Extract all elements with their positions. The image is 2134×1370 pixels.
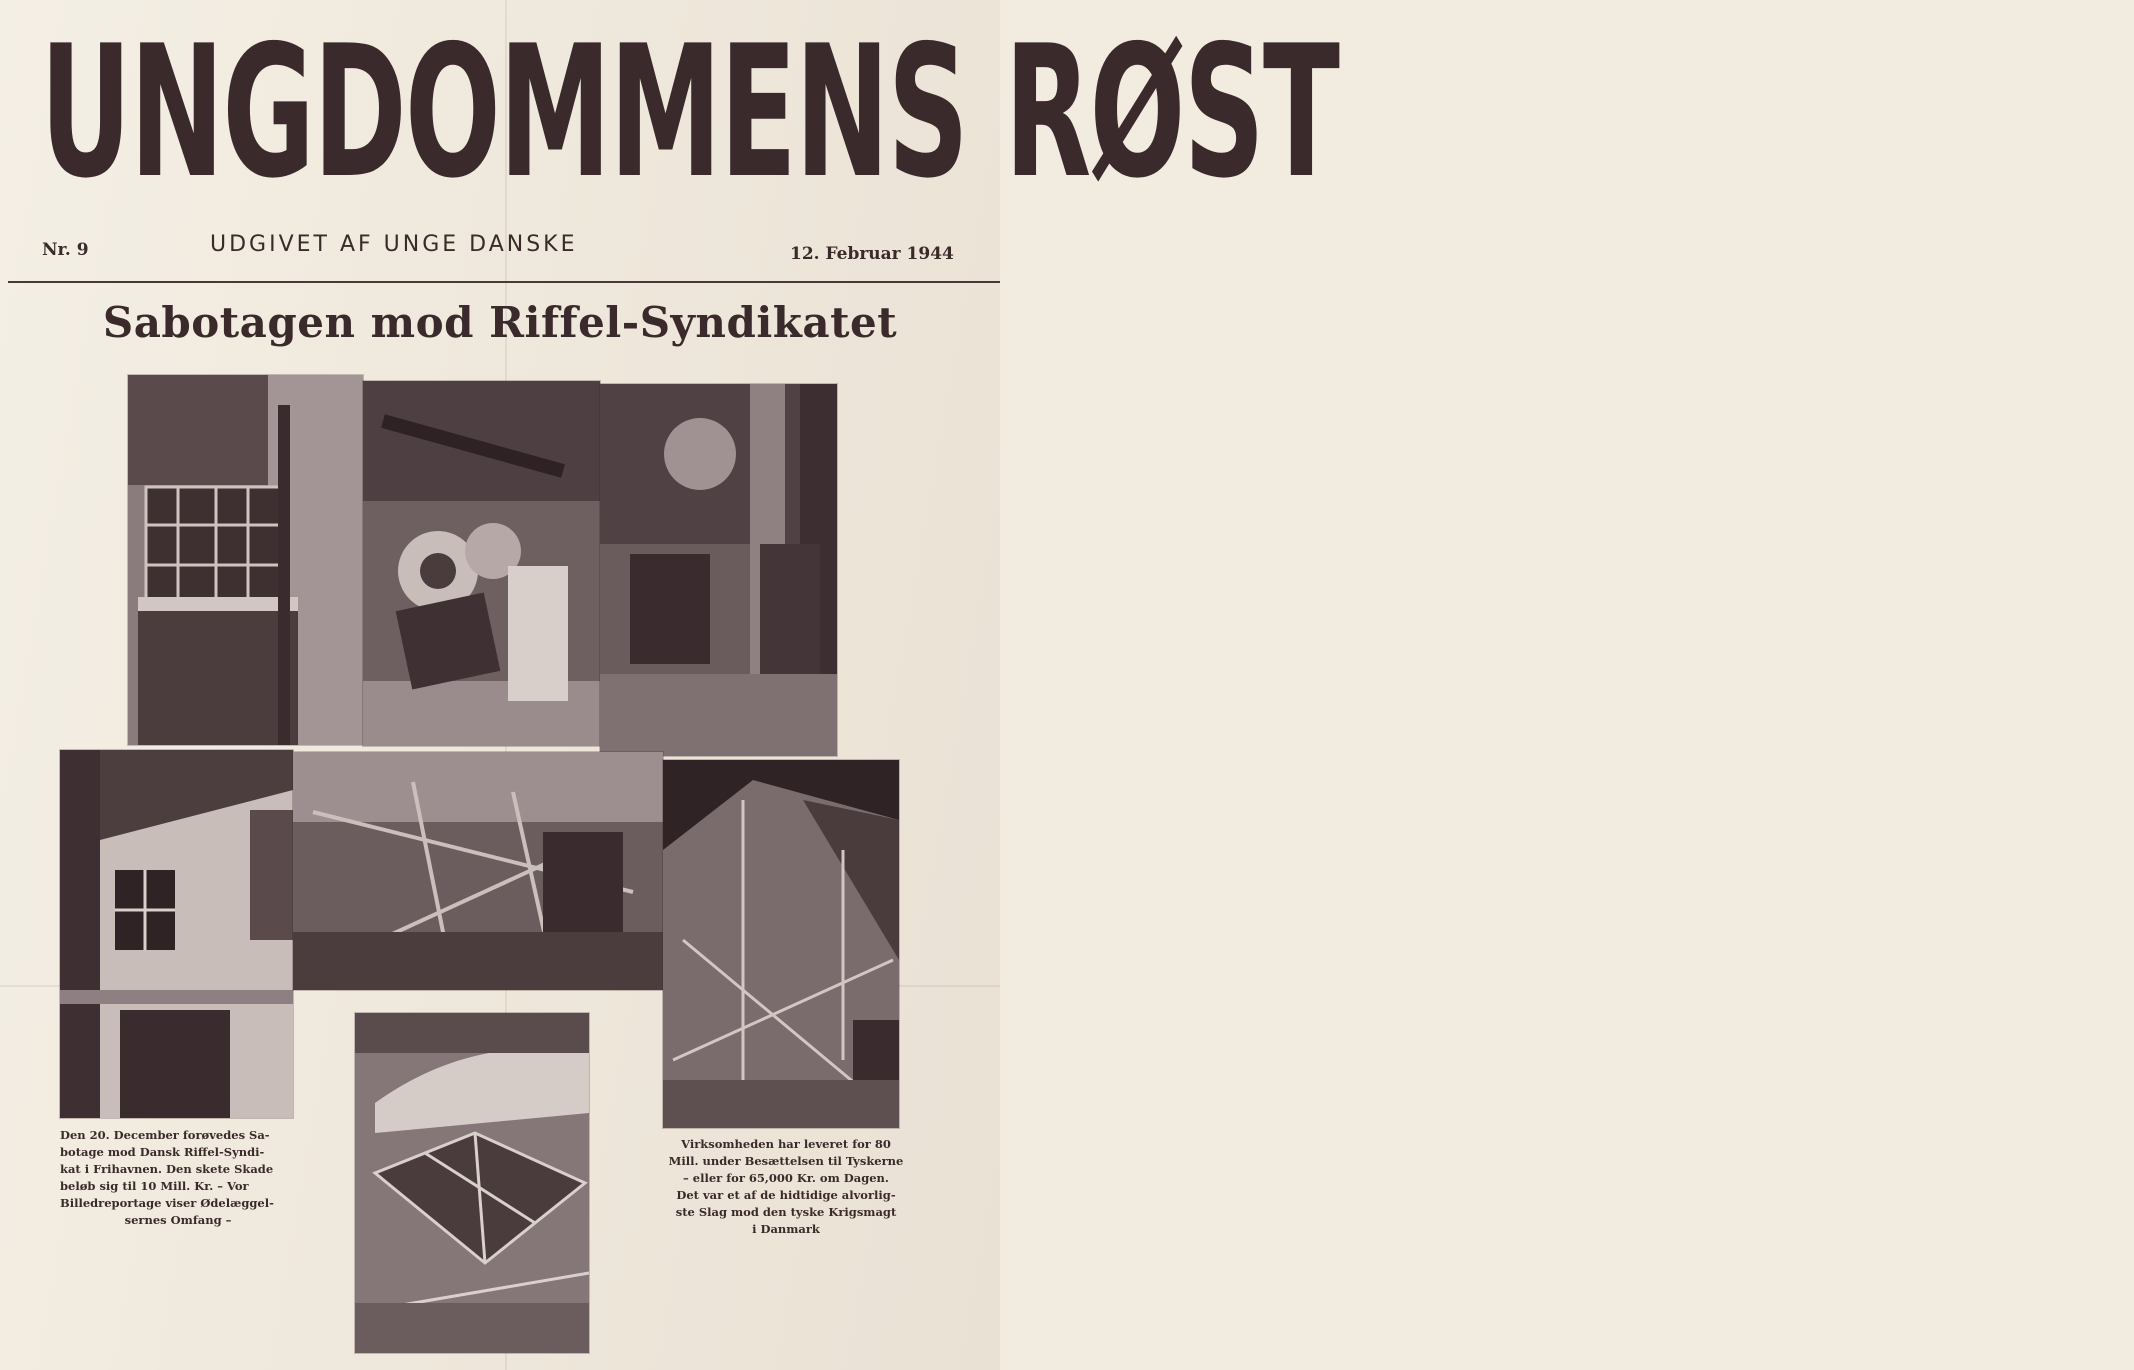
masthead-title: UNGDOMMENS RØST bbox=[40, 6, 1339, 218]
issue-number: Nr. 9 bbox=[42, 240, 89, 260]
caption-right-line: ste Slag mod den tyske Krigsmagt bbox=[675, 1205, 897, 1219]
caption-right-line: Mill. under Besættelsen til Tyskerne bbox=[668, 1154, 904, 1168]
caption-left-line: sernes Omfang – bbox=[124, 1213, 232, 1227]
photo-workshop-interior bbox=[600, 384, 837, 756]
caption-right-line: – eller for 65,000 Kr. om Dagen. bbox=[683, 1171, 889, 1185]
photo-building-exterior bbox=[60, 750, 293, 1118]
caption-right-line: i Danmark bbox=[752, 1222, 820, 1236]
caption-right bbox=[664, 1136, 908, 1238]
photo-damaged-machine bbox=[363, 381, 600, 746]
photo-collapsed-roof bbox=[663, 760, 899, 1128]
masthead-rule bbox=[8, 281, 1000, 283]
caption-left-line: kat i Frihavnen. Den skete Skade bbox=[60, 1162, 274, 1176]
article-headline: Sabotagen mod Riffel-Syndikatet bbox=[102, 298, 898, 347]
photo-skylight-frame bbox=[355, 1013, 589, 1353]
caption-right-line: Det var et af de hidtidige alvorlig- bbox=[676, 1188, 896, 1202]
caption-left-line: Billedreportage viser Ødelæggel- bbox=[60, 1196, 274, 1210]
caption-left-line: botage mod Dansk Riffel-Syndi- bbox=[60, 1145, 265, 1159]
issue-date: 12. Februar 1944 bbox=[790, 244, 954, 264]
publisher-line: UDGIVET AF UNGE DANSKE bbox=[210, 232, 578, 257]
caption-right-line: Virksomheden har leveret for 80 bbox=[681, 1137, 891, 1151]
photo-damaged-window-wall bbox=[128, 375, 363, 745]
caption-left bbox=[60, 1127, 296, 1229]
caption-left-line: Den 20. December forøvedes Sa- bbox=[60, 1128, 270, 1142]
photo-debris-hall bbox=[293, 752, 663, 990]
caption-left-line: beløb sig til 10 Mill. Kr. – Vor bbox=[60, 1179, 249, 1193]
